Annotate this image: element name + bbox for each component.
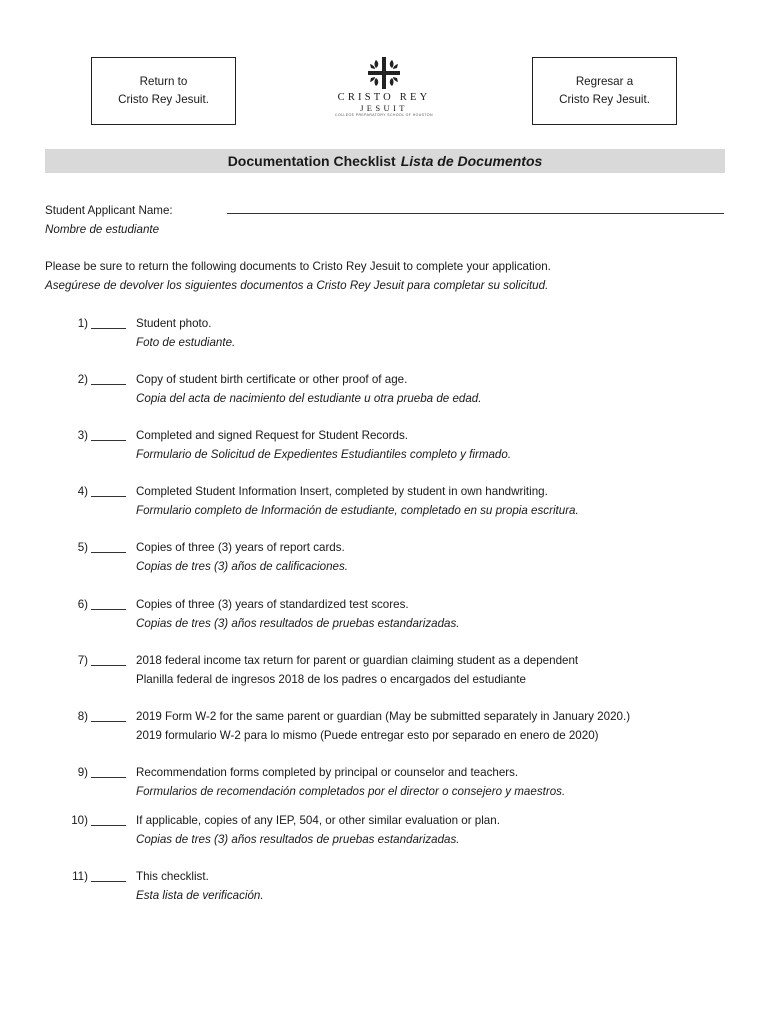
instructions-es: Asegúrese de devolver los siguientes documentos a Cristo Rey Jesuit para completar su solicitud. [45,279,549,292]
item-text-en: Completed and signed Request for Student Records. [136,429,408,442]
checklist-item [0,596,770,636]
checklist-item [0,708,770,748]
check-blank[interactable] [91,665,126,666]
item-text-es: Formulario completo de Información de estudiante, completado en su propia escritura. [136,504,579,517]
checklist-item [0,764,770,804]
item-text-en: This checklist. [136,870,209,883]
checklist-item [0,427,770,467]
return-to-line-1: Return to [139,75,188,88]
check-blank[interactable] [91,825,126,826]
title-en: Documentation Checklist [227,153,396,169]
check-blank[interactable] [91,496,126,497]
checklist-item [0,539,770,579]
item-text-en: 2019 Form W-2 for the same parent or guardian (May be submitted separately in January 2020.) [136,710,631,723]
student-name-field[interactable] [227,213,724,214]
student-name-label: Student Applicant Name: [45,204,173,217]
return-to-box [91,57,236,125]
item-text-es: Copia del acta de nacimiento del estudiante u otra prueba de edad. [136,392,482,405]
item-text-en: 2018 federal income tax return for parent or guardian claiming student as a dependent [136,654,579,667]
item-text-es: Planilla federal de ingresos 2018 de los padres o encargados del estudiante [136,673,526,686]
regresar-line-1: Regresar a [575,75,634,88]
item-text-es: Copias de tres (3) años resultados de pruebas estandarizadas. [136,617,460,630]
school-logo [322,56,446,130]
checklist-item [0,812,770,852]
check-blank[interactable] [91,881,126,882]
check-blank[interactable] [91,609,126,610]
checklist-item [0,652,770,692]
item-number: 9) [77,766,88,779]
check-blank[interactable] [91,440,126,441]
checklist-item [0,371,770,411]
return-to-line-2: Cristo Rey Jesuit. [118,93,209,106]
item-text-es: Copias de tres (3) años de calificaciones. [136,560,349,573]
item-text-es: Formularios de recomendación completados por el director o consejero y maestros. [136,785,566,798]
item-number: 4) [77,485,88,498]
item-number: 1) [77,317,88,330]
item-text-en: Completed Student Information Insert, completed by student in own handwriting. [136,485,548,498]
cross-emblem-icon [366,56,402,90]
item-text-es: 2019 formulario W-2 para lo mismo (Puede entregar esto por separado en enero de 2020) [136,729,599,742]
title-es: Lista de Documentos [400,153,543,169]
regresar-a-box [532,57,677,125]
item-number: 10) [71,814,88,827]
check-blank[interactable] [91,384,126,385]
item-number: 6) [77,598,88,611]
item-number: 8) [77,710,88,723]
item-text-en: Student photo. [136,317,212,330]
item-number: 3) [77,429,88,442]
checklist-item [0,483,770,523]
checklist-item [0,315,770,355]
logo-tagline: COLLEGE PREPARATORY SCHOOL OF HOUSTON [335,113,433,117]
item-number: 2) [77,373,88,386]
check-blank[interactable] [91,721,126,722]
item-text-en: Copies of three (3) years of standardized test scores. [136,598,409,611]
check-blank[interactable] [91,552,126,553]
item-text-en: If applicable, copies of any IEP, 504, or other similar evaluation or plan. [136,814,500,827]
item-text-en: Copy of student birth certificate or other proof of age. [136,373,408,386]
item-number: 7) [77,654,88,667]
item-text-es: Esta lista de verificación. [136,889,264,902]
instructions-en: Please be sure to return the following documents to Cristo Rey Jesuit to complete your application. [45,260,551,273]
item-text-en: Copies of three (3) years of report cards. [136,541,345,554]
page-title [45,149,725,173]
check-blank[interactable] [91,777,126,778]
item-text-en: Recommendation forms completed by principal or counselor and teachers. [136,766,519,779]
item-number: 5) [77,541,88,554]
item-text-es: Copias de tres (3) años resultados de pruebas estandarizadas. [136,833,460,846]
checklist-item [0,868,770,908]
item-text-es: Foto de estudiante. [136,336,236,349]
regresar-line-2: Cristo Rey Jesuit. [559,93,650,106]
item-number: 11) [72,870,88,883]
item-text-es: Formulario de Solicitud de Expedientes Estudiantiles completo y firmado. [136,448,512,461]
logo-sub: JESUIT [360,103,408,113]
check-blank[interactable] [91,328,126,329]
student-name-label-es: Nombre de estudiante [45,223,160,236]
logo-name: CRISTO REY [337,92,431,103]
